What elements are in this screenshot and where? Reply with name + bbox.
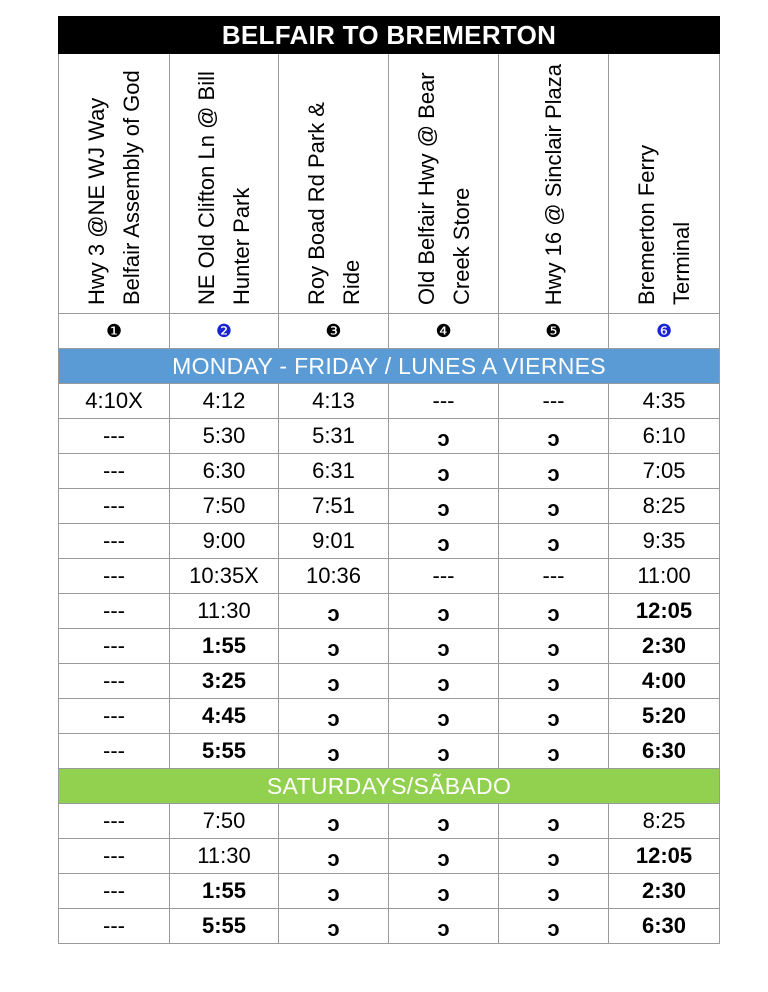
time-cell: 2:30: [609, 629, 720, 664]
time-cell: 9:00: [170, 524, 279, 559]
time-cell: 4:10X: [59, 384, 170, 419]
no-stop-symbol: [279, 874, 389, 909]
time-cell: 10:36: [279, 559, 389, 594]
no-stop-symbol: [389, 489, 499, 524]
no-stop-symbol: [499, 699, 609, 734]
no-stop-symbol: [279, 909, 389, 944]
time-cell: 1:55: [170, 874, 279, 909]
skip-glyph: ↄ: [547, 601, 560, 626]
no-stop-symbol: [499, 524, 609, 559]
section-header-row: [59, 349, 720, 384]
stop-header-1: [59, 54, 170, 314]
table-row: [59, 874, 720, 909]
skip-glyph: ↄ: [437, 496, 450, 521]
skip-glyph: ↄ: [547, 461, 560, 486]
time-cell: ---: [499, 559, 609, 594]
time-cell: ---: [59, 629, 170, 664]
time-cell: ---: [59, 804, 170, 839]
time-cell: 12:05: [609, 594, 720, 629]
skip-glyph: ↄ: [437, 741, 450, 766]
skip-glyph: ↄ: [437, 531, 450, 556]
stop-number-4: ❹: [389, 314, 499, 349]
stop-header-2: [170, 54, 279, 314]
table-row: [59, 734, 720, 769]
time-cell: 2:30: [609, 874, 720, 909]
table-row: [59, 839, 720, 874]
table-row: [59, 419, 720, 454]
skip-glyph: ↄ: [547, 741, 560, 766]
time-cell: 5:55: [170, 909, 279, 944]
no-stop-symbol: [389, 454, 499, 489]
skip-glyph: ↄ: [547, 496, 560, 521]
skip-glyph: ↄ: [327, 706, 340, 731]
section-label: SATURDAYS/SÃBADO: [59, 769, 720, 804]
skip-glyph: ↄ: [437, 706, 450, 731]
time-cell: 7:51: [279, 489, 389, 524]
time-cell: 8:25: [609, 804, 720, 839]
table-row: [59, 559, 720, 594]
stop-header-5: [499, 54, 609, 314]
time-cell: ---: [59, 664, 170, 699]
time-cell: ---: [59, 839, 170, 874]
time-cell: 3:25: [170, 664, 279, 699]
skip-glyph: ↄ: [547, 811, 560, 836]
table-row: [59, 909, 720, 944]
table-row: [59, 384, 720, 419]
skip-glyph: ↄ: [547, 671, 560, 696]
skip-glyph: ↄ: [547, 636, 560, 661]
no-stop-symbol: [499, 664, 609, 699]
skip-glyph: ↄ: [327, 846, 340, 871]
skip-glyph: ↄ: [547, 846, 560, 871]
time-cell: 7:50: [170, 804, 279, 839]
no-stop-symbol: [279, 734, 389, 769]
time-cell: ---: [59, 594, 170, 629]
time-cell: 5:20: [609, 699, 720, 734]
no-stop-symbol: [499, 804, 609, 839]
time-cell: 11:30: [170, 594, 279, 629]
stop-name: Old Belfair Hwy @ Bear Creek Store: [413, 72, 474, 305]
skip-glyph: ↄ: [327, 601, 340, 626]
title-row: [59, 17, 720, 54]
skip-glyph: ↄ: [437, 461, 450, 486]
time-cell: 7:50: [170, 489, 279, 524]
section-label: MONDAY - FRIDAY / LUNES A VIERNES: [59, 349, 720, 384]
no-stop-symbol: [389, 804, 499, 839]
time-cell: ---: [59, 524, 170, 559]
no-stop-symbol: [499, 839, 609, 874]
time-cell: 6:31: [279, 454, 389, 489]
skip-glyph: ↄ: [437, 601, 450, 626]
skip-glyph: ↄ: [327, 881, 340, 906]
stop-header-6: [609, 54, 720, 314]
time-cell: 11:30: [170, 839, 279, 874]
time-cell: ---: [59, 454, 170, 489]
skip-glyph: ↄ: [547, 916, 560, 941]
no-stop-symbol: [279, 804, 389, 839]
time-cell: ---: [59, 734, 170, 769]
skip-glyph: ↄ: [437, 636, 450, 661]
no-stop-symbol: [279, 664, 389, 699]
skip-glyph: ↄ: [547, 881, 560, 906]
time-cell: ---: [389, 384, 499, 419]
time-cell: 5:30: [170, 419, 279, 454]
table-row: [59, 629, 720, 664]
no-stop-symbol: [499, 629, 609, 664]
no-stop-symbol: [499, 874, 609, 909]
table-row: [59, 594, 720, 629]
stop-number-2: ❷: [170, 314, 279, 349]
skip-glyph: ↄ: [327, 916, 340, 941]
time-cell: 5:31: [279, 419, 389, 454]
timetable: [58, 16, 720, 944]
stop-number-row: [59, 314, 720, 349]
no-stop-symbol: [389, 629, 499, 664]
time-cell: ---: [59, 699, 170, 734]
time-cell: 9:35: [609, 524, 720, 559]
time-cell: 8:25: [609, 489, 720, 524]
no-stop-symbol: [389, 594, 499, 629]
no-stop-symbol: [279, 594, 389, 629]
no-stop-symbol: [279, 839, 389, 874]
time-cell: 11:00: [609, 559, 720, 594]
skip-glyph: ↄ: [547, 531, 560, 556]
time-cell: 6:30: [170, 454, 279, 489]
no-stop-symbol: [389, 419, 499, 454]
stop-number-3: ❸: [279, 314, 389, 349]
skip-glyph: ↄ: [547, 706, 560, 731]
no-stop-symbol: [389, 909, 499, 944]
table-row: [59, 699, 720, 734]
skip-glyph: ↄ: [437, 811, 450, 836]
time-cell: ---: [59, 559, 170, 594]
time-cell: 12:05: [609, 839, 720, 874]
no-stop-symbol: [389, 734, 499, 769]
time-cell: 9:01: [279, 524, 389, 559]
time-cell: 4:00: [609, 664, 720, 699]
timetable-title: BELFAIR TO BREMERTON: [59, 17, 720, 54]
stop-number-1: ❶: [59, 314, 170, 349]
table-row: [59, 524, 720, 559]
time-cell: 4:45: [170, 699, 279, 734]
section-header-row: [59, 769, 720, 804]
no-stop-symbol: [389, 524, 499, 559]
time-cell: 7:05: [609, 454, 720, 489]
time-cell: 6:30: [609, 909, 720, 944]
no-stop-symbol: [389, 699, 499, 734]
no-stop-symbol: [389, 664, 499, 699]
no-stop-symbol: [499, 454, 609, 489]
no-stop-symbol: [389, 874, 499, 909]
time-cell: ---: [59, 489, 170, 524]
stop-number-6: ❻: [609, 314, 720, 349]
stop-name-row: [59, 54, 720, 314]
time-cell: 4:13: [279, 384, 389, 419]
stop-name: Roy Boad Rd Park & Ride: [303, 102, 364, 305]
time-cell: 4:35: [609, 384, 720, 419]
stop-header-3: [279, 54, 389, 314]
no-stop-symbol: [499, 909, 609, 944]
table-row: [59, 489, 720, 524]
no-stop-symbol: [389, 839, 499, 874]
skip-glyph: ↄ: [437, 881, 450, 906]
skip-glyph: ↄ: [437, 916, 450, 941]
no-stop-symbol: [499, 594, 609, 629]
time-cell: ---: [389, 559, 499, 594]
table-row: [59, 454, 720, 489]
time-cell: 4:12: [170, 384, 279, 419]
no-stop-symbol: [499, 489, 609, 524]
timetable-body: [59, 17, 720, 944]
skip-glyph: ↄ: [437, 846, 450, 871]
stop-name: Hwy 3 @NE WJ Way Belfair Assembly of God: [84, 70, 144, 305]
skip-glyph: ↄ: [437, 671, 450, 696]
skip-glyph: ↄ: [327, 811, 340, 836]
time-cell: 10:35X: [170, 559, 279, 594]
skip-glyph: ↄ: [327, 741, 340, 766]
stop-name: Hwy 16 @ Sinclair Plaza: [541, 63, 566, 305]
stop-name: Bremerton Ferry Terminal: [634, 144, 695, 305]
time-cell: 6:10: [609, 419, 720, 454]
stop-name: NE Old Clifton Ln @ Bill Hunter Park: [194, 71, 254, 305]
no-stop-symbol: [279, 699, 389, 734]
no-stop-symbol: [499, 419, 609, 454]
time-cell: ---: [59, 874, 170, 909]
no-stop-symbol: [279, 629, 389, 664]
time-cell: 5:55: [170, 734, 279, 769]
table-row: [59, 804, 720, 839]
time-cell: ---: [499, 384, 609, 419]
skip-glyph: ↄ: [327, 671, 340, 696]
skip-glyph: ↄ: [437, 426, 450, 451]
skip-glyph: ↄ: [327, 636, 340, 661]
stop-number-5: ❺: [499, 314, 609, 349]
time-cell: 1:55: [170, 629, 279, 664]
no-stop-symbol: [499, 734, 609, 769]
time-cell: ---: [59, 419, 170, 454]
time-cell: 6:30: [609, 734, 720, 769]
stop-header-4: [389, 54, 499, 314]
time-cell: ---: [59, 909, 170, 944]
skip-glyph: ↄ: [547, 426, 560, 451]
table-row: [59, 664, 720, 699]
